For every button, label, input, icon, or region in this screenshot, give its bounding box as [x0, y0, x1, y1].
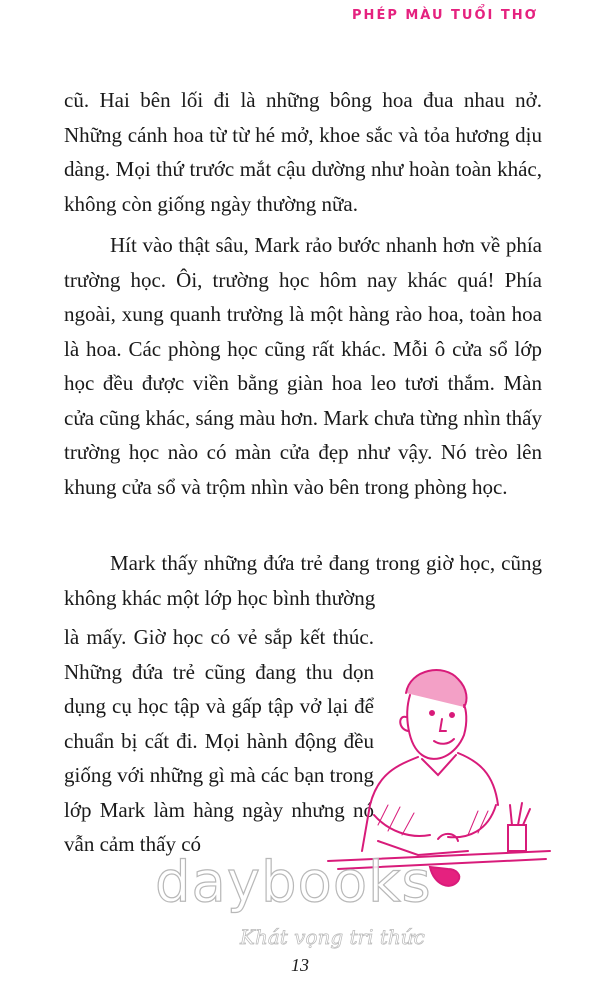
paragraph-3: Mark thấy những đứa trẻ đang trong giờ học, cũng không khác một lớp học bình thường: [64, 551, 542, 610]
paragraph-1: cũ. Hai bên lối đi là những bông hoa đua nhau nở. Những cánh hoa từ từ hé mở, khoe sắc và tỏa hương dịu dàng. Mọi thứ trước mắt cậu dường như hoàn toàn khác, không còn giống ngày thường nữa.: [64, 88, 542, 216]
paragraph-2: Hít vào thật sâu, Mark rảo bước nhanh hơn về phía trường học. Ôi, trường học hôm nay khác quá! Phía ngoài, xung quanh trường là một hàng rào hoa, toàn hoa là hoa. Các phòng học cũng rất khác. Mỗi ô cửa sổ lớp học đều được viền bằng giàn hoa leo tươi thắm. Màn cửa cũng khác, sáng màu hơn. Mark chưa từng nhìn thấy trường học nào có màn cửa đẹp như vậy. Nó trèo lên khung cửa sổ và trộm nhìn vào bên trong phòng học.: [64, 233, 542, 499]
paragraph-3-wrapped: là mấy. Giờ học có vẻ sắp kết thúc. Những đứa trẻ cũng đang thu dọn dụng cụ học tập và gấp tập vở lại để chuẩn bị cất đi. Mọi hành động đều giống với những gì mà các bạn trong lớp Mark làm hàng ngày nhưng nó vẫn cảm thấy có: [64, 625, 375, 856]
watermark-brand: daybooks: [155, 850, 432, 915]
watermark-tagline: Khát vọng tri thức: [240, 925, 425, 949]
running-header: PHÉP MÀU TUỔI THƠ: [352, 8, 538, 23]
page-number: 13: [291, 955, 309, 975]
